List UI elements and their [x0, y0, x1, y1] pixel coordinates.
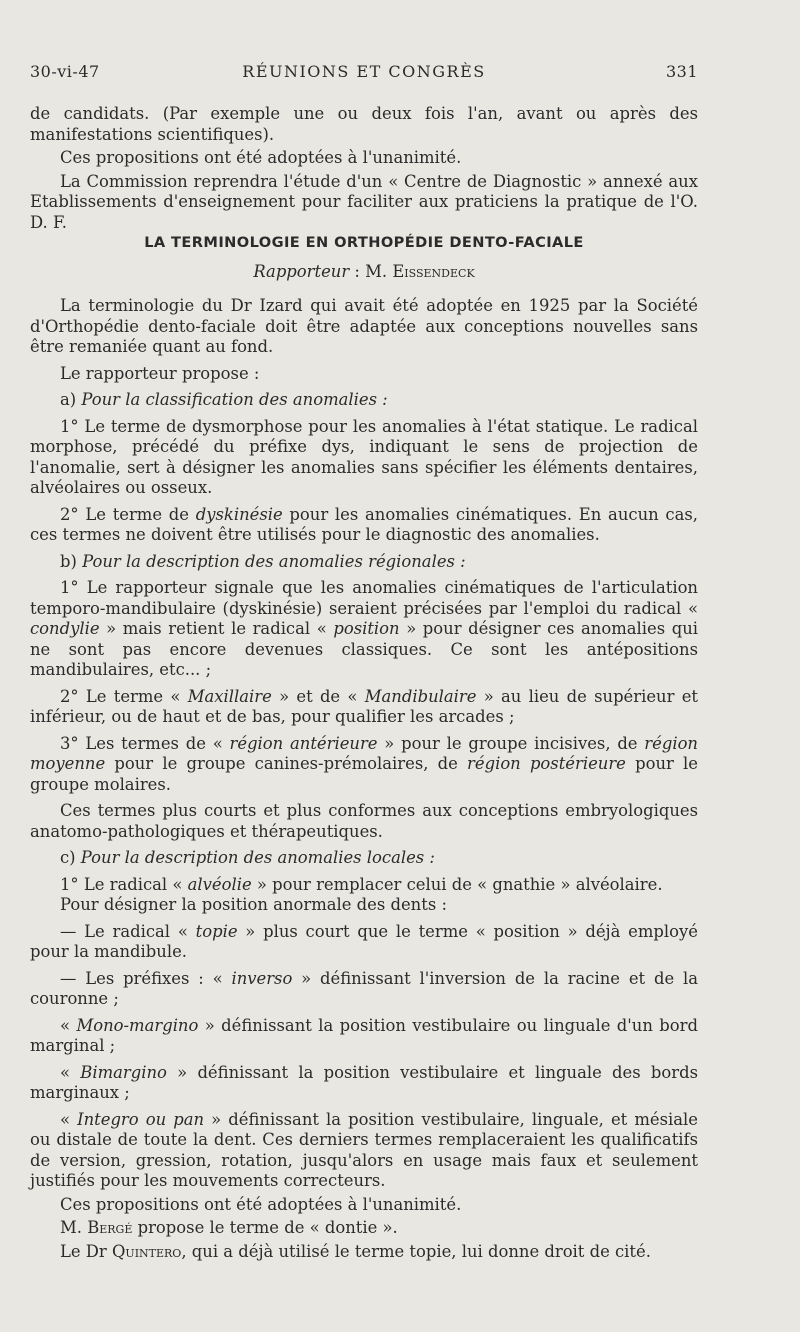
term: condylie: [30, 619, 100, 638]
paragraph: [30, 1016, 698, 1057]
text-run: » définissant la position vestibulaire, linguale, et mésiale ou distale de toute la dent. Ces derniers termes remplaceraient les qualificatifs de version, gression, rotation, jusqu'alors en usage mais faux et seulement justifiés pour les mouvements correcteurs.: [30, 1109, 698, 1190]
text-run: » au lieu de supérieur et inférieur, ou de haut et de bas, pour qualifier les arcades ;: [30, 686, 698, 726]
term: région antérieure: [229, 733, 378, 753]
paragraph: [30, 578, 698, 681]
item-label: a): [60, 390, 77, 409]
page-body: [30, 104, 698, 1262]
subsection-b: [30, 552, 698, 573]
text-run: «: [60, 1062, 81, 1082]
paragraph: Ces termes plus courts et plus conformes aux conceptions embryologiques anatomo-pathologiques et thérapeutiques.: [30, 801, 698, 841]
text-run: «: [60, 1109, 78, 1129]
paragraph: [30, 1242, 698, 1263]
paragraph: [30, 1110, 698, 1192]
paragraph: [30, 505, 698, 546]
paragraph: [30, 922, 698, 963]
rapporteur-label: Rapporteur: [253, 261, 350, 281]
text-run: 3° Les termes de «: [60, 733, 230, 753]
text-run: pour le groupe molaires.: [30, 754, 698, 794]
subsection-title: Pour la description des anomalies locales :: [80, 848, 435, 867]
term: Bimargino: [80, 1062, 167, 1082]
term: inverso: [231, 968, 293, 988]
section-title: LA TERMINOLOGIE EN ORTHOPÉDIE DENTO-FACIALE: [144, 234, 584, 251]
paragraph: Ces propositions ont été adoptées à l'unanimité.: [60, 1194, 462, 1214]
text-run: , qui a déjà utilisé le terme topie, lui donne droit de cité.: [181, 1241, 651, 1261]
item-label: b): [60, 551, 77, 571]
page-number: 331: [665, 62, 698, 81]
text-run: » définissant la position vestibulaire ou linguale d'un bord marginal ;: [30, 1015, 698, 1055]
term: Mono-margino: [76, 1015, 199, 1035]
paragraph: Ces propositions ont été adoptées à l'unanimité.: [60, 148, 462, 167]
item-label: c): [60, 848, 76, 867]
text-run: — Les préfixes : «: [60, 968, 232, 988]
text-run: » définissant l'inversion de la racine et de la couronne ;: [30, 968, 699, 1008]
text-run: » pour le groupe incisives, de: [377, 733, 645, 753]
term: topie: [195, 921, 238, 941]
header-title: RÉUNIONS ET CONGRÈS: [242, 62, 486, 81]
term: région postérieure: [467, 754, 626, 773]
text-run: Le Dr: [60, 1241, 112, 1261]
paragraph: 1° Le terme de dysmorphose pour les anomalies à l'état statique. Le radical morphose, précédé du préfixe dys, indiquant le sens de projection de l'anomalie, sert à désigner les anomalies sans spécifier les éléments dentaires, alvéolaires ou osseux.: [30, 416, 698, 497]
term: dyskinésie: [195, 504, 283, 524]
text-run: 2° Le terme «: [60, 686, 188, 706]
text-run: » définissant la position vestibulaire et linguale des bords marginaux ;: [30, 1062, 698, 1102]
subsection-a: [30, 390, 698, 411]
text-run: » mais retient le radical «: [99, 619, 334, 638]
term: Maxillaire: [187, 686, 272, 706]
paragraph: [30, 1218, 698, 1239]
paragraph: [30, 687, 698, 728]
header-date: 30-vi-47: [30, 62, 100, 81]
rapporteur-line: [30, 262, 698, 283]
subsection-title: Pour la description des anomalies régionales :: [82, 551, 466, 571]
text-run: 1° Le rapporteur signale que les anomalies cinématiques de l'articulation temporo-mandibulaire (dyskinésie) seraient précisées par l'emploi du radical «: [30, 578, 698, 618]
text-run: — Le radical «: [60, 921, 196, 941]
paragraph: La Commission reprendra l'étude d'un « Centre de Diagnostic » annexé aux Etablissements d'enseignement pour faciliter aux praticiens la pratique de l'O. D. F.: [30, 171, 698, 232]
term: région moyenne: [30, 733, 698, 773]
person-name: Bergé: [87, 1218, 133, 1237]
subsection-c: [30, 848, 698, 869]
term: Integro ou pan: [77, 1109, 205, 1129]
subsection-title: Pour la classification des anomalies :: [81, 390, 388, 409]
term: Mandibulaire: [364, 686, 477, 706]
paragraph: [30, 875, 698, 896]
term: alvéolie: [187, 874, 252, 894]
text-run: pour les anomalies cinématiques. En aucun cas, ces termes ne doivent être utilisés pour le diagnostic des anomalies.: [30, 504, 698, 544]
text-run: 1° Le radical «: [60, 874, 188, 894]
person-name: Quintero: [111, 1241, 182, 1261]
paragraph: [30, 734, 698, 796]
text-run: pour le groupe canines-prémolaires, de: [105, 754, 468, 773]
text-run: » et de «: [271, 686, 365, 706]
text-run: » pour remplacer celui de « gnathie » alvéolaire.: [251, 874, 663, 894]
text-run: 2° Le terme de: [60, 504, 196, 524]
paragraph: Le rapporteur propose :: [60, 363, 260, 383]
text-run: » plus court que le terme « position » déjà employé pour la mandibule.: [30, 921, 698, 961]
paragraph: Pour désigner la position anormale des dents :: [60, 895, 447, 914]
text-run: «: [60, 1015, 77, 1035]
paragraph: [30, 1063, 698, 1104]
paragraph: [30, 969, 698, 1010]
paragraph: La terminologie du Dr Izard qui avait été adoptée en 1925 par la Société d'Orthopédie dento-faciale doit être adaptée aux conceptions nouvelles sans être remaniée quant au fond.: [30, 296, 698, 356]
text-run: M.: [60, 1218, 88, 1237]
text-run: propose le terme de « dontie ».: [132, 1218, 398, 1237]
running-header: [30, 62, 698, 86]
term: position: [333, 619, 400, 638]
paragraph: de candidats. (Par exemple une ou deux fois l'an, avant ou après des manifestations scientifiques).: [30, 104, 698, 144]
text-run: » pour désigner ces anomalies qui ne sont pas encore devenues classiques. Ce sont les antépositions mandibulaires, etc... ;: [30, 619, 698, 679]
rapporteur-name: : M. Eissendeck: [354, 261, 475, 281]
